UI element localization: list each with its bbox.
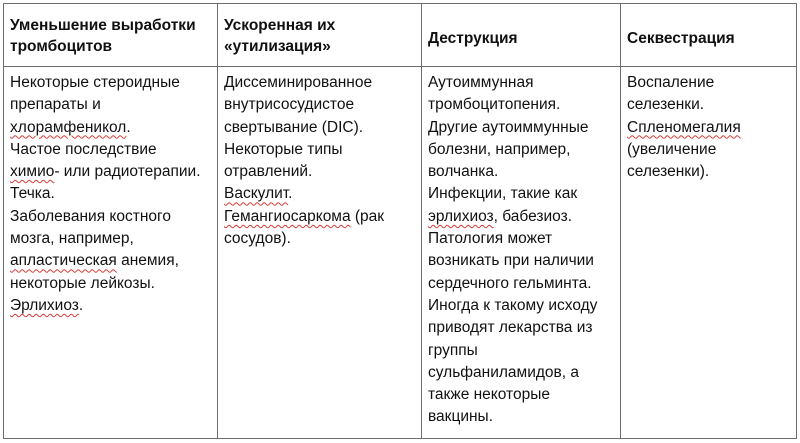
cell-text-line [627,72,790,94]
body-cell-reduced-production [4,67,218,439]
table-header-row [4,4,797,67]
text-segment: Заболевания костного [10,207,171,225]
cell-text-line [10,228,211,250]
cell-text-line [10,94,211,116]
cell-text-line [10,161,211,183]
body-cell-sequestration [621,67,797,439]
cell-text-line [10,72,211,94]
cell-text-line [627,161,790,183]
spellcheck-underlined-word: Васкулит [224,185,289,203]
cell-text-line [428,183,614,205]
text-segment: Некоторые типы [224,140,343,158]
text-segment: Иногда к такому исходу [428,296,598,314]
text-segment: приводят лекарства из [428,319,593,337]
text-segment: мозга, например, [10,230,134,248]
body-cell-destruction [422,67,621,439]
text-segment: . [126,118,131,136]
text-segment: селезенки. [627,96,705,114]
text-segment: некоторые лейкозы. [10,274,155,292]
text-segment: свертывание (DIC). [224,118,364,136]
cell-text-line [627,94,790,116]
cell-text-line [428,295,614,317]
cell-text-line [428,139,614,161]
header-text-line: тромбоцитов [10,38,113,55]
text-segment: тромбоцитопения. [428,96,561,114]
text-segment: Некоторые стероидные [10,74,180,91]
body-cell-accelerated-utilization [218,67,422,439]
text-segment: Патология может [428,230,553,248]
cell-text-line [224,228,415,250]
spellcheck-underlined-word: эрлихиоз [428,207,494,225]
cell-text-line [10,117,211,139]
cell-text-line [224,72,415,94]
platelet-causes-table [3,3,797,439]
cell-text-line [428,340,614,362]
cell-text-line [224,117,415,139]
cell-text-line [10,183,211,205]
text-segment: селезенки). [627,163,710,181]
header-text-line: Уменьшение выработки [10,17,196,34]
spellcheck-underlined-word: Спленомегалия [627,118,741,136]
cell-text-line [428,206,614,228]
table-row [4,67,797,439]
cell-text-line [428,250,614,272]
text-segment: Воспаление [627,74,715,91]
cell-text-line [10,295,211,317]
spellcheck-underlined-word: апластическая [10,252,117,270]
text-segment: Инфекции, такие как [428,185,578,203]
header-text-line: Деструкция [428,30,518,47]
text-segment: . [288,185,293,203]
text-segment: препараты и [10,96,101,114]
cell-text-line [627,139,790,161]
text-segment: отравлений. [224,163,313,181]
header-cell-reduced-production [4,4,218,67]
cell-text-line [428,72,614,94]
cell-text-line [627,117,790,139]
cell-text-line [428,406,614,428]
cell-text-line [224,206,415,228]
cell-text-line [428,362,614,384]
text-segment: сосудов). [224,230,291,248]
text-segment: Другие аутоиммунные [428,118,589,136]
header-cell-destruction [422,4,621,67]
header-cell-sequestration [621,4,797,67]
text-segment: волчанка. [428,163,499,181]
cell-text-line [428,273,614,295]
text-segment: возникать при наличии [428,252,594,270]
cell-text-line [428,317,614,339]
cell-text-line [428,94,614,116]
spellcheck-underlined-word: Эрлихиоз [10,296,79,314]
text-segment: , бабезиоз. [493,207,573,225]
text-segment: сульфаниламидов, а [428,363,579,381]
cell-text-line [224,139,415,161]
cell-text-line [224,94,415,116]
cell-text-line [428,117,614,139]
text-segment: Течка. [10,185,55,203]
cell-text-line [224,161,415,183]
cell-text-line [428,161,614,183]
header-text-line: Секвестрация [627,30,735,47]
cell-text-line [10,250,211,272]
text-segment: также некоторые [428,386,550,404]
spellcheck-underlined-word: хлорамфеникол [10,118,127,136]
cell-text-line [224,183,415,205]
header-text-line: «утилизация» [224,38,331,55]
text-segment: (рак [350,207,385,225]
text-segment: Диссеминированное [224,74,373,91]
header-text-line: Ускоренная их [224,17,336,34]
cell-text-line [428,384,614,406]
header-cell-accelerated-utilization [218,4,422,67]
text-segment: внутрисосудистое [224,96,355,114]
cell-text-line [10,139,211,161]
text-segment: . [78,296,84,314]
cell-text-line [428,228,614,250]
spellcheck-underlined-word: химио [10,163,55,181]
cell-text-line [10,206,211,228]
text-segment: группы [428,341,478,359]
text-segment: вакцины. [428,408,494,426]
text-segment: (увеличение [627,140,717,158]
text-segment: Частое последствие [10,140,157,158]
text-segment: - или радиотерапии. [54,163,201,181]
text-segment: сердечного гельминта. [428,274,592,292]
text-segment: Аутоиммунная [428,74,534,91]
text-segment: болезни, например, [428,140,571,158]
cell-text-line [10,273,211,295]
spellcheck-underlined-word: Гемангиосаркома [224,207,351,225]
text-segment: анемия, [116,252,179,270]
